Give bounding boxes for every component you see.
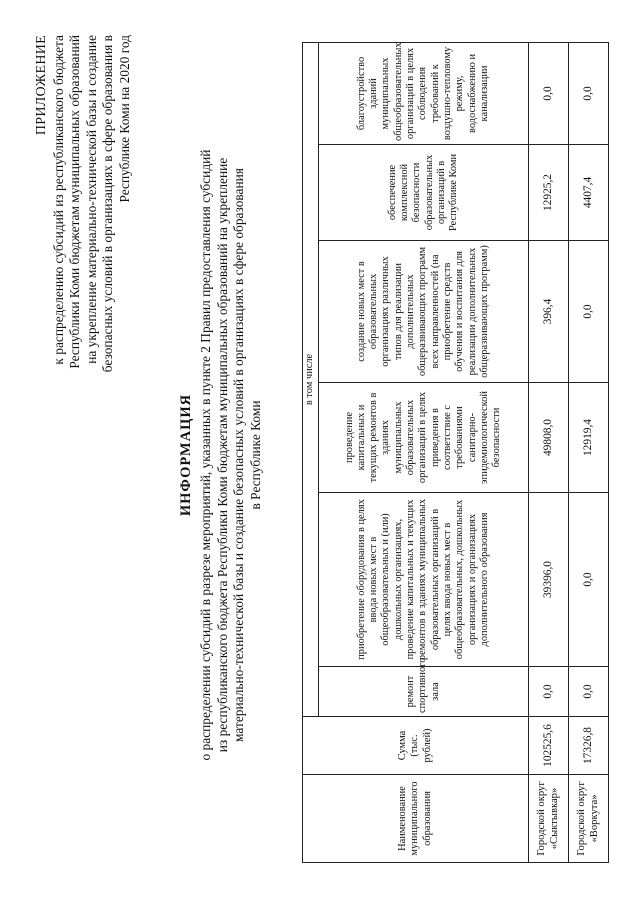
table-row: [529, 42, 569, 862]
row-sum: 102525,6: [529, 717, 569, 775]
appendix-line: к распределению субсидий из республиканского бюджета: [50, 35, 66, 365]
header-col-security: обеспечение комплексной безопасности образовательных организаций в Республике Коми: [319, 145, 529, 241]
appendix-line: Республике Коми на 2020 год: [116, 35, 132, 203]
row-value: 49808,0: [529, 383, 569, 493]
table-row: [569, 42, 609, 862]
row-value: 39396,0: [529, 493, 569, 667]
appendix-line: на укрепление материально-технической базы и создание: [83, 35, 99, 364]
row-value: 0,0: [529, 42, 569, 144]
appendix-line: Республики Коми бюджетам муниципальных образований: [67, 35, 83, 369]
info-line: из республиканского бюджета Республики Коми бюджетам муниципальных образований на укрепление: [214, 157, 230, 753]
row-sum: 17326,8: [569, 717, 609, 775]
header-including: в том числе: [303, 42, 319, 716]
header-sum: Сумма (тыс. рублей): [303, 717, 529, 775]
info-description: [198, 95, 264, 815]
header-col-new-places: создание новых мест в образовательных организациях различных типов для реализации дополнительных общеразвивающих программ всех направленностей (на приобретение средств обучения и воспитания для реализации дополнительных общеразвивающих программ): [319, 241, 529, 383]
info-title: ИНФОРМАЦИЯ: [178, 393, 194, 517]
header-col-sport-hall: ремонт спортивного зала: [319, 667, 529, 717]
appendix-title: ПРИЛОЖЕНИЕ: [34, 35, 49, 136]
document-page: [20, 25, 620, 885]
row-value: 0,0: [569, 667, 609, 717]
header-col-repairs: проведение капитальных и текущих ремонтов в зданиях муниципальных образовательных организаций в целях приведения в соответствие с требованиями санитарно-эпидемиологической безопасности: [319, 383, 529, 493]
row-value: 0,0: [529, 667, 569, 717]
row-name: Городской округ «Сыктывкар»: [529, 775, 569, 863]
subsidy-table: [302, 42, 609, 863]
header-col-equipment: приобретение оборудования в целях ввода новых мест в общеобразовательных и (или) дошкольных организациях, проведение капитальных и текущих ремонтов в зданиях муниципальных образовательных организаций в целях ввода новых мест в общеобразовательных, дошкольных организациях и организациях дополнительного образования: [319, 493, 529, 667]
appendix-block: [34, 35, 134, 445]
header-col-improvement: благоустройство зданий муниципальных общеобразовательных организаций в целях соблюдения требований к воздушно-тепловому режиму, водоснабжению и канализации: [319, 42, 529, 144]
info-line: в Республике Коми: [247, 400, 263, 510]
row-value: 0,0: [569, 42, 609, 144]
header-name: Наименование муниципального образования: [303, 775, 529, 863]
info-line: о распределении субсидий в разрезе мероприятий, указанных в пункте 2 Правил предоставления субсидий: [198, 149, 213, 761]
info-line: материально-технической базы и создание безопасных условий в организациях в сфере образования: [231, 168, 247, 742]
row-value: 0,0: [569, 493, 609, 667]
row-name: Городской округ «Воркута»: [569, 775, 609, 863]
row-value: 396,4: [529, 241, 569, 383]
row-value: 12925,2: [529, 145, 569, 241]
row-value: 12919,4: [569, 383, 609, 493]
row-value: 4407,4: [569, 145, 609, 241]
row-value: 0,0: [569, 241, 609, 383]
appendix-line: безопасных условий в организациях в сфере образования в: [100, 35, 116, 373]
